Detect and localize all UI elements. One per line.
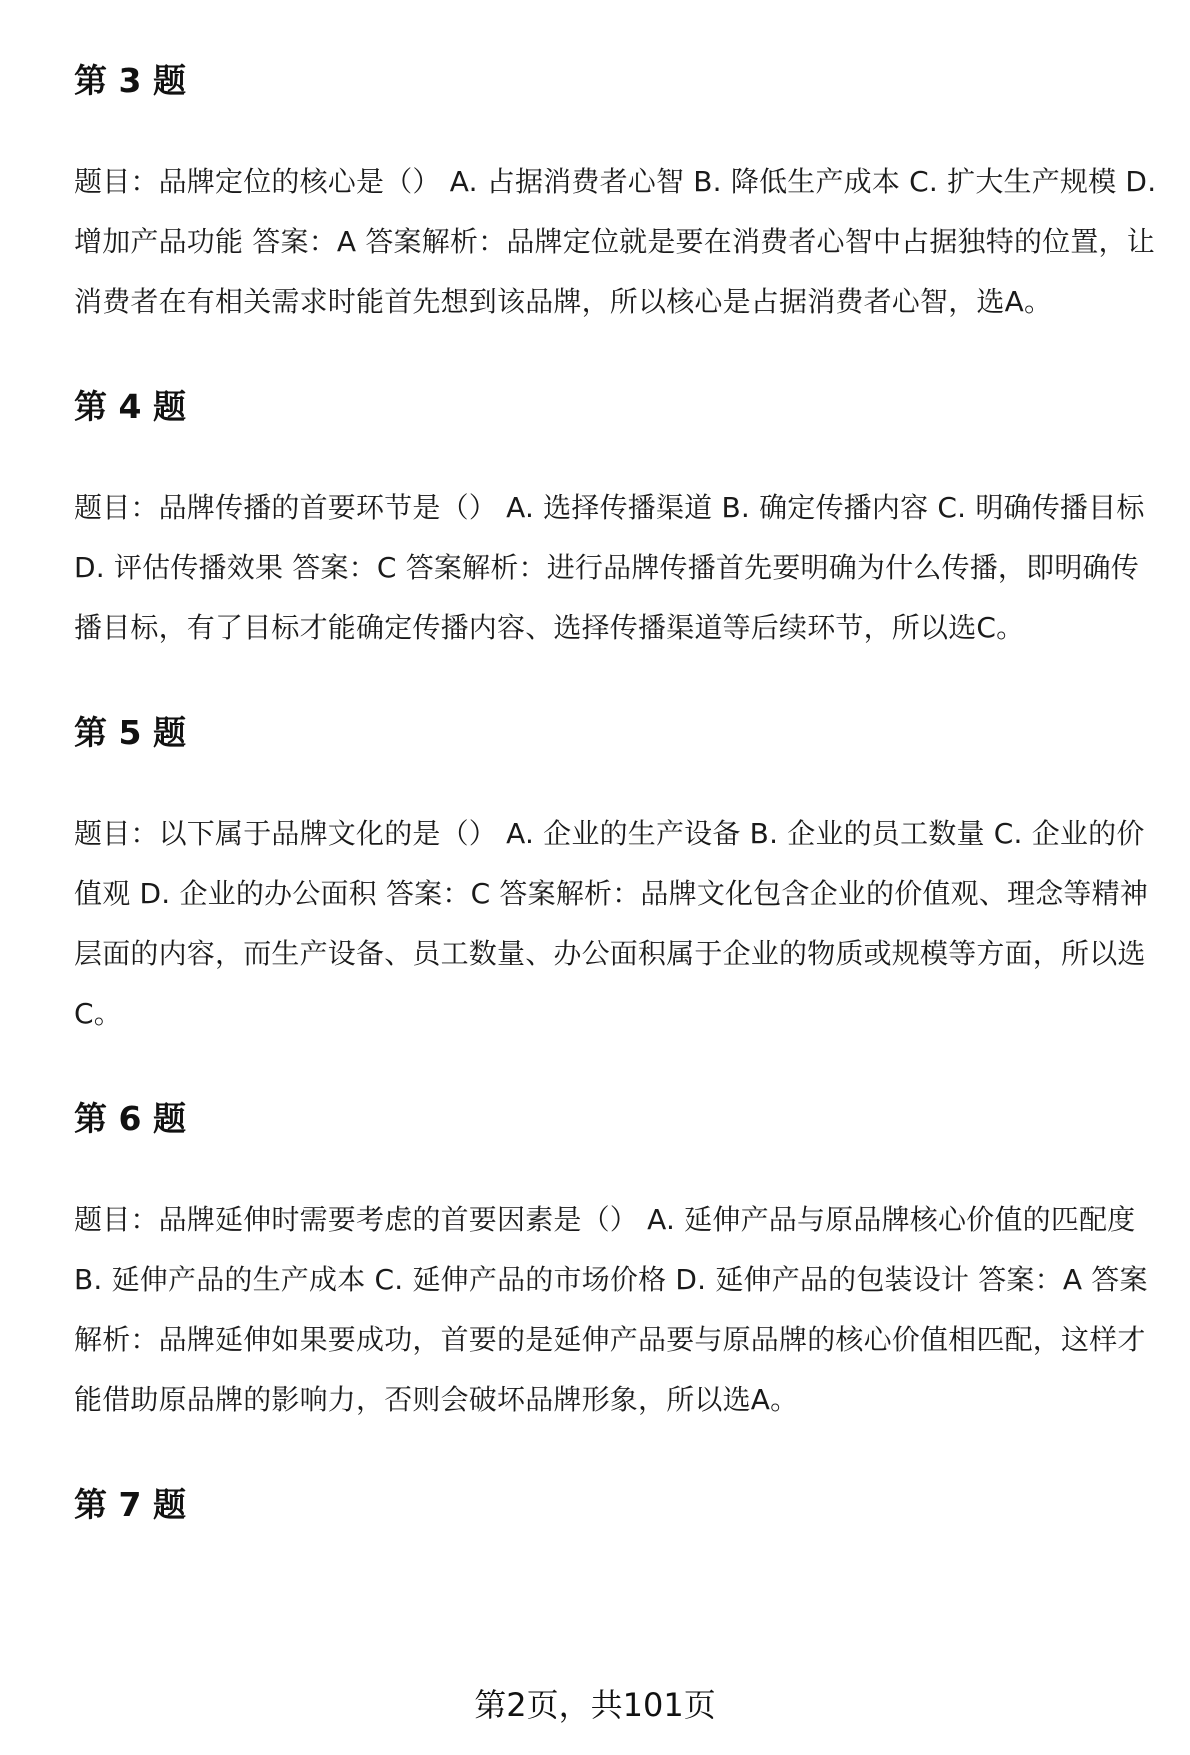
question-body: 题目：品牌延伸时需要考虑的首要因素是（） A. 延伸产品与原品牌核心价值的匹配度 B. 延伸产品的生产成本 C. 延伸产品的市场价格 D. 延伸产品的包装设计 答案：A 答案解析：品牌延伸如果要成功，首要的是延伸产品要与原品牌的核心价值相匹配，这样才能借助原品牌的影响力，否则会破坏品牌形象，所以选A。 bbox=[74, 1203, 1148, 1416]
question-title: 第 6 题 bbox=[74, 1099, 186, 1138]
question-7 bbox=[74, 1482, 1164, 1528]
document-page bbox=[74, 58, 1164, 1580]
question-3 bbox=[74, 58, 1164, 332]
question-5 bbox=[74, 710, 1164, 1044]
question-body: 题目：品牌定位的核心是（） A. 占据消费者心智 B. 降低生产成本 C. 扩大生产规模 D. 增加产品功能 答案：A 答案解析：品牌定位就是要在消费者心智中占据独特的位置，让消费者在有相关需求时能首先想到该品牌，所以核心是占据消费者心智，选A。 bbox=[74, 165, 1157, 318]
question-body: 题目：品牌传播的首要环节是（） A. 选择传播渠道 B. 确定传播内容 C. 明确传播目标 D. 评估传播效果 答案：C 答案解析：进行品牌传播首先要明确为什么传播，即明确传播目标，有了目标才能确定传播内容、选择传播渠道等后续环节，所以选C。 bbox=[74, 491, 1145, 644]
question-title: 第 5 题 bbox=[74, 713, 186, 752]
question-body: 题目：以下属于品牌文化的是（） A. 企业的生产设备 B. 企业的员工数量 C. 企业的价值观 D. 企业的办公面积 答案：C 答案解析：品牌文化包含企业的价值观、理念等精神层面的内容，而生产设备、员工数量、办公面积属于企业的物质或规模等方面，所以选C。 bbox=[74, 817, 1149, 1030]
question-title: 第 4 题 bbox=[74, 387, 186, 426]
question-title: 第 7 题 bbox=[74, 1485, 186, 1524]
question-4 bbox=[74, 384, 1164, 658]
question-6 bbox=[74, 1096, 1164, 1430]
question-title: 第 3 题 bbox=[74, 61, 186, 100]
page-number: 第2页，共101页 bbox=[474, 1686, 716, 1724]
